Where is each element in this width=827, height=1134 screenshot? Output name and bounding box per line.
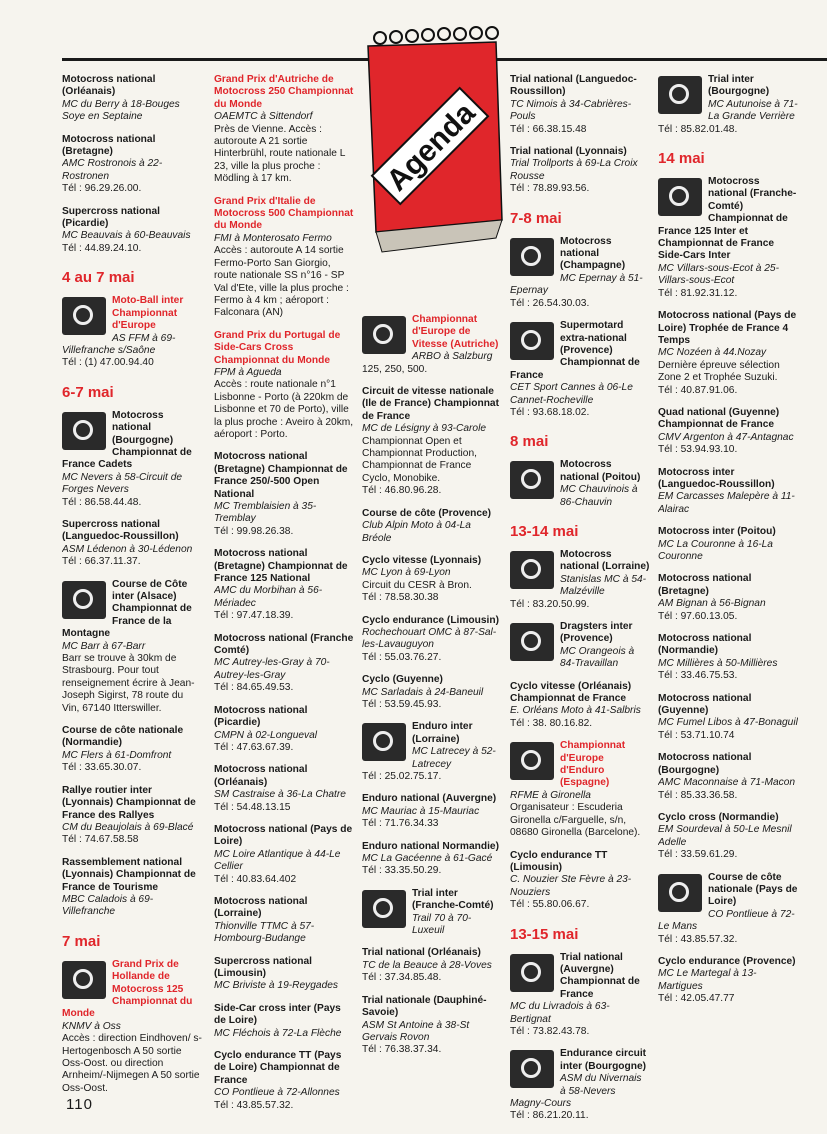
event-club: MC Autunoise à 71-La Grande Verrière [708,98,798,123]
event-phone: Tél : 55.80.06.67. [510,899,590,911]
event-photo-icon [510,551,554,589]
date-heading: 14 mai [658,150,705,168]
column-3 [362,74,502,1067]
event-club: OAEMTC à Sittendorf [214,111,313,123]
event-title: Cyclo vitesse (Orléanais) Championnat de France [510,680,632,705]
event-title: Cyclo cross (Normandie) [658,811,779,823]
page-number: 110 [66,1096,93,1113]
event-title: Motocross national (Picardie) [214,704,308,729]
event-entry [510,320,650,419]
event-entry [658,176,798,300]
event-entry [510,459,650,509]
event-entry [658,812,798,862]
event-entry [362,995,502,1057]
event-photo-icon [62,297,106,335]
event-club: MC Mauriac à 15-Mauriac [362,805,480,817]
column-4 [510,74,650,1133]
event-phone: Tél : 71.76.34.33 [362,818,439,830]
event-title: Motocross national (Guyenne) [658,692,752,717]
event-entry [658,693,798,743]
event-phone: Tél : 73.82.43.78. [510,1025,590,1037]
event-photo-icon [510,954,554,992]
event-entry [62,206,202,256]
event-club: MC Fumel Libos à 47-Bonaguil [658,717,798,729]
event-phone: Tél : 43.85.57.32. [214,1099,294,1111]
event-phone: Tél : 84.65.49.53. [214,682,294,694]
event-phone: Tél : 99.98.26.38. [214,525,294,537]
event-title: Endurance circuit inter (Bourgogne) [560,1048,647,1072]
date-heading: 7-8 mai [510,209,562,227]
event-club: Trial Trollports à 69-La Croix Rousse [510,158,638,182]
event-title: Motocross national (Bretagne) Championnat de France 125 National [214,548,348,585]
event-info: Dernière épreuve sélection Zone 2 et Trophée Suzuki. [658,359,780,384]
event-title: Grand Prix du Portugal de Side-Cars Cross Championnat du Monde [214,329,341,366]
event-entry [510,74,650,136]
event-club: EM Carcasses Malepère à 11-Alairac [658,491,795,515]
event-club: FMI à Monterosato Fermo [214,232,332,244]
event-entry [214,1003,354,1040]
event-title: Motocross national (Bourgogne) Championnat de France Cadets [62,409,192,471]
event-title: Motocross national (Bourgogne) [658,752,752,776]
event-club: MC Fléchois à 72-La Flèche [214,1027,342,1039]
event-title: Cyclo vitesse (Lyonnais) [362,554,482,566]
event-entry [362,947,502,984]
event-entry [214,74,354,186]
event-club: TC de la Beauce à 28-Voves [362,959,492,971]
event-entry [510,740,650,839]
event-club: MC Tremblaisien à 35-Tremblay [214,501,317,525]
event-entry [362,793,502,830]
event-photo-icon [510,623,554,661]
event-title: Championnat d'Europe de Vitesse (Autriche) [412,314,499,350]
event-info: Accès : direction Eindhoven/ s-Hertogenbosch A 50 sortie Oss-Oost. ou direction Arnheim/-Nijmegen A 50 sortie Oss-Oost. [62,1033,202,1094]
event-phone: Tél : 55.03.76.27. [362,651,442,663]
agenda-title: Agenda [380,96,482,198]
event-entry [658,74,798,136]
event-phone: Tél : 33.35.50.29. [362,865,442,877]
event-title: Enduro national Normandie) [362,840,499,852]
event-entry [510,850,650,912]
date-heading: 7 mai [62,932,101,950]
event-title: Motocross inter (Poitou) [658,526,776,538]
event-club: MC Lyon à 69-Lyon [362,567,451,579]
event-phone: Tél : 33.59.61.29. [658,849,738,861]
event-entry [510,621,650,671]
event-title: Motocross national (Lorraine) [560,548,650,573]
event-entry [62,959,202,1095]
event-entry [214,705,354,755]
event-entry [62,579,202,715]
event-entry [510,236,650,310]
event-title: Cyclo endurance (Provence) [658,955,796,967]
event-title: Grand Prix de Hollande de Motocross 125 Championnat du Monde [62,958,193,1020]
event-title: Trial inter (Bourgogne) [708,74,770,98]
event-club: AS FFM à 69-Villefranche s/Saône [62,332,176,356]
event-phone: Tél : 93.68.18.02. [510,406,590,418]
event-title: Motocross national (Pays de Loire) [214,823,353,848]
event-entry [362,555,502,605]
event-club: MC Orangeois à 84-Travaillan [560,645,635,670]
event-title: Motocross national (Franche-Comté) Championnat de France 125 Inter et Championnat de France Side-Cars Inter [658,176,797,262]
event-phone: Tél : 85.33.36.58. [658,789,738,801]
event-entry [62,134,202,196]
event-entry [362,674,502,711]
event-entry [362,615,502,665]
event-club: AMC Rostronois à 22-Rostronen [62,158,163,182]
event-club: FPM à Agueda [214,366,282,378]
event-entry [62,74,202,124]
event-entry [214,896,354,946]
event-phone: Tél : 78.89.93.56. [510,183,590,195]
event-entry [658,872,798,946]
date-heading: 6-7 mai [62,383,114,401]
event-info: Barr se trouve à 30km de Strasbourg. Pour tout renseignement écrire à Jean-Joseph Sigirst, 78 route du Vin, 67140 Itterswiller. [62,653,195,714]
event-photo-icon [362,723,406,761]
event-phone: Tél : 25.02.75.17. [362,771,442,782]
event-club: E. Orléans Moto à 41-Salbris [510,705,641,717]
event-phone: Tél : 96.29.26.00. [62,183,142,195]
event-entry [62,295,202,369]
event-photo-icon [510,322,554,360]
event-title: Motocross national (Pays de Loire) Trophée de France 4 Temps [658,310,797,346]
event-phone: Tél : 81.92.31.12. [658,287,738,299]
event-phone: Tél : 76.38.37.34. [362,1044,442,1056]
event-photo-icon [658,178,702,216]
event-photo-icon [62,581,106,619]
event-club: C. Nouzier Ste Fèvre à 23-Nouziers [510,874,632,898]
event-club: CO Pontlieue à 72-Le Mans [658,908,795,933]
event-entry [658,633,798,683]
event-phone: Tél : 53.94.93.10. [658,444,738,456]
event-club: ASM Lédenon à 30-Lédenon [62,543,193,555]
event-club: CO Pontlieue à 72-Allonnes [214,1087,340,1099]
event-entry [658,407,798,457]
event-entry [658,752,798,802]
event-phone: Tél : 53.59.45.93. [362,698,442,710]
event-photo-icon [510,461,554,499]
event-entry [214,1050,354,1112]
event-title: Course de côte nationale (Normandie) [62,725,184,749]
event-title: Enduro national (Auvergne) [362,793,497,805]
event-entry [510,549,650,611]
event-info: Près de Vienne. Accès : autoroute A 21 sortie Hinterbrühl, route nationale L 23, ville la plus proche : Mödling à 17 km. [214,123,346,185]
event-phone: Tél : 97.60.13.05. [658,610,738,622]
event-entry [362,721,502,783]
event-entry [214,330,354,442]
event-title: Motocross national (Orléanais) [62,74,156,98]
event-entry [362,314,502,376]
event-title: Supercross national (Limousin) [214,955,312,979]
column-2 [214,74,354,1122]
event-club: MC du Livradois à 63-Bertignat [510,1001,610,1025]
event-entry [214,633,354,695]
event-info: Accès : autoroute A 14 sortie Fermo-Porto San Giorgio, route nationale SS n°16 - SP Val d'Ete, ville la plus proche : Fermo à 4 km ; aéroport : Falconara (AN) [214,245,349,319]
event-title: Course de côte nationale (Pays de Loire) [708,871,798,908]
event-title: Trial inter (Franche-Comté) [412,887,494,912]
notepad-spacer [362,74,502,314]
event-club: SM Castraise à 36-La Chatre [214,789,346,801]
event-photo-icon [658,76,702,114]
event-entry [510,1048,650,1122]
event-title: Motocross national (Bretagne) [62,133,156,158]
column-5 [658,74,798,1016]
event-entry [62,410,202,509]
event-entry [362,508,502,545]
event-title: Cyclo endurance TT (Pays de Loire) Championnat de France [214,1050,342,1086]
event-title: Rallye routier inter (Lyonnais) Championnat de France des Rallyes [62,784,196,821]
event-phone: Tél : 53.71.10.74 [658,729,735,741]
event-phone: Tél : 78.58.30.38 [362,592,439,604]
event-title: Trial national (Orléanais) [362,947,481,959]
event-entry [62,785,202,847]
event-phone: Tél : 40.83.64.402 [214,873,297,885]
event-photo-icon [362,316,406,354]
event-club: CMPN à 02-Longueval [214,729,318,741]
event-phone: Tél : 54.48.13.15 [214,801,291,813]
event-entry [658,310,798,397]
event-title: Supercross national (Languedoc-Roussillon) [62,518,179,543]
event-club: MC Autrey-les-Gray à 70-Autrey-les-Gray [214,657,330,681]
event-club: MC La Gacéenne à 61-Gacé [362,853,493,865]
event-title: Championnat d'Europe d'Enduro (Espagne) [560,740,626,789]
event-photo-icon [658,874,702,912]
event-phone: Tél : 40.87.91.06. [658,384,738,396]
event-club: MC Flers à 61-Domfront [62,749,172,761]
event-club: AMC du Morbihan à 56-Mériadec [214,585,323,609]
event-entry [510,146,650,196]
event-info: 125, 250, 500. [362,363,428,375]
event-club: MBC Caladois à 69-Villefranche [62,893,154,918]
event-club: AMC Maconnaise à 71-Macon [658,777,796,789]
event-club: MC Briviste à 19-Reygades [214,980,338,992]
event-phone: Tél : 42.05.47.77 [658,993,735,1005]
event-entry [510,952,650,1039]
event-title: Quad national (Guyenne) Championnat de France [658,406,780,431]
event-phone: Tél : 33.46.75.53. [658,670,738,682]
event-title: Grand Prix d'Italie de Motocross 500 Championnat du Monde [214,195,354,232]
event-phone: Tél : 26.54.30.03. [510,297,590,309]
event-info: Championnat Open et Championnat Production, Championnat de France Cyclo, Monobike. [362,435,477,484]
event-club: MC Sarladais à 24-Baneuil [362,686,484,698]
event-title: Rassemblement national (Lyonnais) Championnat de France de Tourisme [62,856,196,893]
event-title: Trial national (Lyonnais) [510,146,627,158]
event-entry [62,857,202,919]
event-title: Supermotard extra-national (Provence) Championnat de France [510,320,640,381]
event-title: Motocross national (Champagne) [560,235,626,272]
event-phone: Tél : 37.34.85.48. [362,972,442,984]
event-club: RFME à Gironella [510,789,591,801]
event-title: Course de Côte inter (Alsace) Championnat de France de la Montagne [62,578,192,640]
event-phone: Tél : 83.20.50.99. [510,598,590,610]
event-entry [658,956,798,1006]
event-phone: Tél : 97.47.18.39. [214,610,294,622]
event-club: CMV Argenton à 47-Antagnac [658,431,794,443]
event-title: Trial national (Languedoc-Roussillon) [510,74,637,98]
event-club: MC Latrecey à 52-Latrecey [412,746,496,770]
event-title: Cyclo (Guyenne) [362,674,443,686]
event-entry [214,824,354,886]
event-club: AM Bignan à 56-Bignan [658,598,766,610]
event-club: TC Nimois à 34-Cabrières-Pouls [510,98,632,123]
event-club: Club Alpin Moto à 04-La Bréole [362,520,471,544]
event-club: Thionville TTMC à 57-Hombourg-Budange [214,920,315,945]
event-phone: Tél : 85.82.01.48. [658,123,738,135]
event-phone: Tél : (1) 47.00.94.40 [62,357,154,369]
event-entry [510,681,650,731]
event-club: Trail 70 à 70-Luxeuil [412,912,472,937]
event-club: ASM St Antoine à 38-St Gervais Rovon [362,1019,470,1043]
event-phone: Tél : 43.85.57.32. [658,933,738,945]
event-club: MC Barr à 67-Barr [62,640,146,652]
event-phone: Tél : 74.67.58.58 [62,834,139,846]
event-title: Trial national (Auvergne) Championnat de France [560,951,640,1000]
event-title: Motocross national (Orléanais) [214,764,308,788]
date-heading: 13-14 mai [510,522,579,540]
event-info: Accès : route nationale n°1 Lisbonne - Porto (à 220km de Lisbonne et 70 de Porto), ville la plus proche : Aveiro à 20km, aéroport : Porto. [214,379,354,440]
event-club: MC Loire Atlantique à 44-Le Cellier [214,848,341,873]
event-title: Dragsters inter (Provence) [560,621,633,645]
event-club: Stanislas MC à 54-Malzéville [560,573,647,598]
event-phone: Tél : 33.65.30.07. [62,762,142,774]
event-club: EM Sourdeval à 50-Le Mesnil Adelle [658,824,792,848]
event-club: Rochechouart OMC à 87-Sal-les-Lavauguyon [362,626,497,651]
event-title: Motocross national (Lorraine) [214,895,308,920]
event-entry [214,764,354,814]
event-title: Cyclo endurance TT (Limousin) [510,849,608,873]
event-phone: Tél : 46.80.96.28. [362,485,442,497]
event-entry [62,519,202,569]
event-entry [658,526,798,563]
event-title: Motocross national (Bretagne) Championnat de France 250/-500 Open National [214,451,348,500]
event-phone: Tél : 66.38.15.48 [510,123,587,135]
event-club: MC Villars-sous-Ecot à 25-Villars-sous-Ecot [658,262,779,287]
date-heading: 8 mai [510,433,549,451]
event-club: MC Nozéen à 44.Nozay [658,347,767,359]
spiral-binding-icon [374,27,498,44]
event-club: ARBO à Salzburg [412,351,493,363]
event-entry [214,196,354,320]
event-entry [214,548,354,622]
event-phone: Tél : 86.21.20.11. [510,1110,589,1122]
event-club: MC du Berry à 18-Bouges Soye en Septaine [62,98,180,123]
event-entry [658,573,798,623]
event-entry [658,467,798,517]
event-photo-icon [510,238,554,276]
event-phone: Tél : 66.37.11.37. [62,556,141,568]
event-club: MC Le Martegal à 13-Martigues [658,968,757,992]
event-title: Supercross national (Picardie) [62,205,160,230]
event-photo-icon [510,742,554,780]
event-club: MC Beauvais à 60-Beauvais [62,230,191,242]
event-title: Motocross national (Franche Comté) [214,632,354,657]
event-info: Circuit du CESR à Bron. [362,579,472,591]
event-title: Motocross national (Bretagne) [658,573,752,597]
event-title: Enduro inter (Lorraine) [412,721,473,745]
event-phone: Tél : 38. 80.16.82. [510,717,593,729]
event-title: Side-Car cross inter (Pays de Loire) [214,1002,341,1027]
event-club: MC de Lésigny à 93-Carole [362,423,487,435]
event-club: CET Sport Cannes à 06-Le Cannet-Rocheville [510,382,633,406]
event-entry [362,888,502,938]
event-phone: Tél : 86.58.44.48. [62,496,142,508]
event-entry [214,451,354,538]
event-photo-icon [62,961,106,999]
event-title: Circuit de vitesse nationale (Ile de France) Championnat de France [362,386,499,422]
date-heading: 13-15 mai [510,925,579,943]
event-club: KNMV à Oss [62,1020,121,1032]
event-club: MC Nevers à 58-Circuit de Forges Nevers [62,471,183,496]
event-photo-icon [362,890,406,928]
event-phone: Tél : 47.63.67.39. [214,741,294,753]
event-club: MC Millières à 50-Millières [658,657,778,669]
event-entry [214,956,354,993]
event-title: Trial nationale (Dauphiné-Savoie) [362,994,487,1019]
event-title: Motocross inter (Languedoc-Roussillon) [658,466,775,490]
event-club: MC Chauvinois à 86-Chauvin [560,484,638,508]
event-club: ASM du Nivernais à 58-Nevers Magny-Cours [510,1073,642,1109]
event-title: Course de côte (Provence) [362,507,492,519]
date-heading: 4 au 7 mai [62,269,135,287]
event-entry [62,725,202,775]
event-club: MC Epernay à 51-Epernay [510,272,643,297]
event-photo-icon [510,1050,554,1088]
event-club: MC La Couronne à 16-La Couronne [658,538,773,562]
event-club: CM du Beaujolais à 69-Blacé [62,821,194,833]
column-1 [62,74,202,1105]
event-entry [362,841,502,878]
event-title: Moto-Ball inter Championnat d'Europe [112,295,184,332]
event-info: Organisateur : Escuderia Gironella c/Farguelle, s/n, 08680 Gironella (Barcelone). [510,802,641,839]
event-title: Grand Prix d'Autriche de Motocross 250 Championnat du Monde [214,74,354,110]
event-title: Cyclo endurance (Limousin) [362,614,499,626]
event-entry [362,386,502,498]
event-photo-icon [62,412,106,450]
event-title: Motocross national (Normandie) [658,633,752,657]
event-title: Motocross national (Poitou) [560,459,641,483]
event-phone: Tél : 44.89.24.10. [62,242,142,254]
